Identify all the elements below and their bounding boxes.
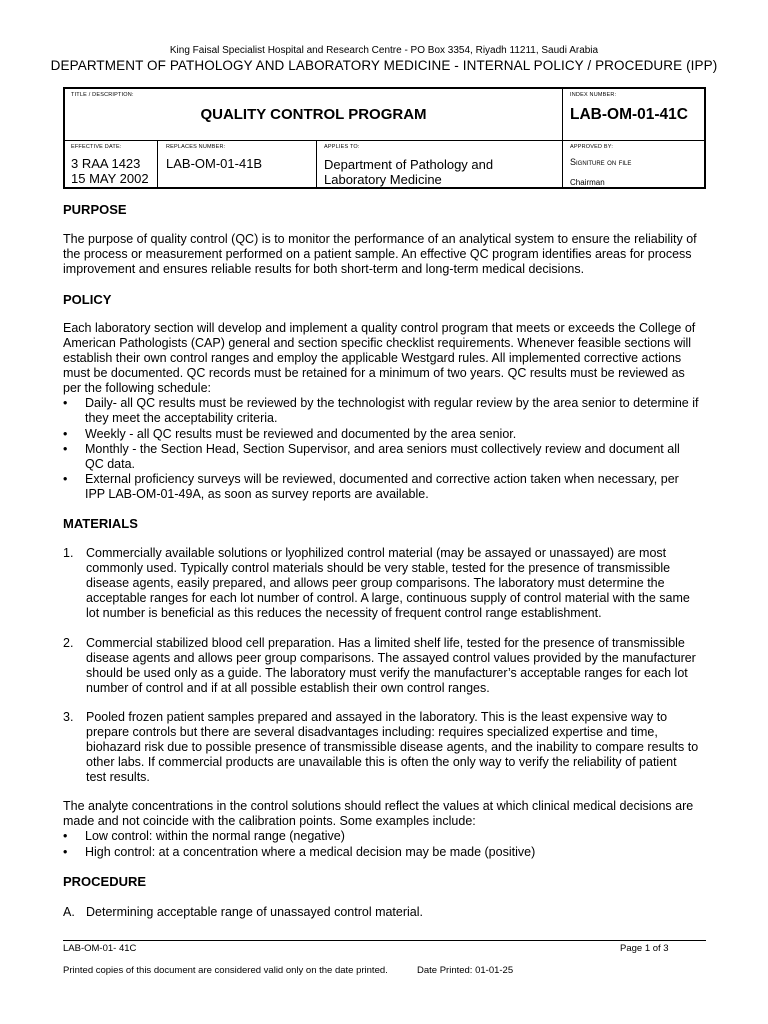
footer-page-number: Page 1 of 3 <box>620 943 669 954</box>
policy-line: Each laboratory section will develop and implement a quality control program that meets or exceeds the College of <box>63 321 696 335</box>
document-title: QUALITY CONTROL PROGRAM <box>200 106 427 123</box>
index-number: LAB-OM-01-41C <box>570 106 688 123</box>
bullet-text: they meet the acceptability criteria. <box>85 411 278 425</box>
item-line: biohazard risk due to possible presence of transmissible disease agents, and the inability to compare results to <box>86 740 699 754</box>
bullet-text: External proficiency surveys will be reviewed, documented and corrective action taken when necessary, per <box>85 472 679 486</box>
table-col-divider <box>562 89 563 187</box>
table-row-divider <box>65 140 704 141</box>
applies-to-label: APPLIES TO: <box>324 144 360 150</box>
applies-to-line2: Laboratory Medicine <box>324 172 442 187</box>
document-header-table <box>63 87 706 189</box>
effective-date-gregorian: 15 MAY 2002 <box>71 171 149 186</box>
effective-date-hijri: 3 RAA 1423 <box>71 156 141 171</box>
item-line: lot number is beneficial as this reduces the necessity of frequent control range establishment. <box>86 606 602 620</box>
title-label: TITLE / DESCRIPTION: <box>71 92 134 98</box>
materials-heading: MATERIALS <box>63 516 138 531</box>
replaces-number: LAB-OM-01-41B <box>166 156 263 171</box>
purpose-line: improvement and ensures reliable results for both short-term and long-term medical decisions. <box>63 262 585 276</box>
item-letter: A. <box>63 905 75 919</box>
policy-heading: POLICY <box>63 292 112 307</box>
footer-rule <box>63 940 706 941</box>
policy-line: American Pathologists (CAP) general and section specific checklist requirements. Whenever feasible sections will <box>63 336 692 350</box>
item-line: acceptable ranges for each lot number of control. A large, continuous supply of control material with the same <box>86 591 690 605</box>
item-line: should be used only as a guide. The laboratory must verify the manufacturer’s acceptable ranges for each lot <box>86 666 688 680</box>
item-line: test results. <box>86 770 150 784</box>
table-col-divider <box>157 140 158 187</box>
bullet-text: Low control: within the normal range (negative) <box>85 829 345 843</box>
effective-date-label: EFFECTIVE DATE: <box>71 144 122 150</box>
footer-date-printed: Date Printed: 01-01-25 <box>417 965 514 976</box>
bullet-text: Daily- all QC results must be reviewed by the technologist with regular review by the area senior to determine if <box>85 396 699 410</box>
item-line: prepare controls but there are several disadvantages including: requires specialized expertise and time, <box>86 725 658 739</box>
item-line: Determining acceptable range of unassayed control material. <box>86 905 423 919</box>
item-number: 3. <box>63 710 74 724</box>
approved-by-label: APPROVED BY: <box>570 144 614 150</box>
bullet-text: QC data. <box>85 457 136 471</box>
item-line: Pooled frozen patient samples prepared and assayed in the laboratory. This is the least expensive way to <box>86 710 668 724</box>
bullet-text: Weekly - all QC results must be reviewed and documented by the area senior. <box>85 427 517 441</box>
purpose-heading: PURPOSE <box>63 202 127 217</box>
institution-line: King Faisal Specialist Hospital and Research Centre - PO Box 3354, Riyadh 11211, Saudi Arabia <box>169 45 599 56</box>
bullet-text: High control: at a concentration where a medical decision may be made (positive) <box>85 845 536 859</box>
policy-line: must be documented. QC records must be retained for a minimum of two years. QC results must be reviewed as <box>63 366 685 380</box>
item-number: 2. <box>63 636 74 650</box>
department-line: DEPARTMENT OF PATHOLOGY AND LABORATORY MEDICINE - INTERNAL POLICY / PROCEDURE (IPP) <box>50 58 718 73</box>
purpose-line: the process or measurement performed on a patient sample. An effective QC program identifies areas for process <box>63 247 692 261</box>
item-line: other labs. If commercial products are unavailable this is often the only way to verify the reliability of patient <box>86 755 677 769</box>
bullet-icon: • <box>63 442 68 456</box>
bullet-icon: • <box>63 472 68 486</box>
procedure-heading: PROCEDURE <box>63 874 147 889</box>
approver-title: Chairman <box>570 178 605 187</box>
index-label: INDEX NUMBER: <box>570 92 617 98</box>
purpose-line: The purpose of quality control (QC) is to monitor the performance of an analytical system to ensure the reliability of <box>63 232 697 246</box>
footer-doc-id: LAB-OM-01- 41C <box>63 943 137 954</box>
bullet-icon: • <box>63 829 68 843</box>
bullet-icon: • <box>63 845 68 859</box>
policy-line: per the following schedule: <box>63 381 212 395</box>
bullet-text: IPP LAB-OM-01-49A, as soon as survey reports are available. <box>85 487 429 501</box>
item-line: disease agents and allows peer group comparisons. The assayed control values provided by the manufacturer <box>86 651 696 665</box>
analyte-line: made and not coincide with the calibration points. Some examples include: <box>63 814 476 828</box>
table-col-divider <box>316 140 317 187</box>
bullet-text: Monthly - the Section Head, Section Supervisor, and area seniors must collectively review and document all <box>85 442 680 456</box>
item-line: commonly used. Typically control materials should be very stable, tested for the presence of transmissible <box>86 561 671 575</box>
bullet-icon: • <box>63 396 68 410</box>
item-number: 1. <box>63 546 74 560</box>
replaces-label: REPLACES NUMBER: <box>166 144 226 150</box>
policy-line: establish their own control ranges and employ the applicable Westgard rules. All implemented corrective actions <box>63 351 682 365</box>
item-line: disease agents, easily prepared, and allows peer group comparisons. The laboratory must determine the <box>86 576 665 590</box>
item-line: number of control and if at all possible establish their own control ranges. <box>86 681 490 695</box>
applies-to-line1: Department of Pathology and <box>324 157 494 172</box>
item-line: Commercial stabilized blood cell preparation. Has a limited shelf life, tested for the presence of transmissible <box>86 636 685 650</box>
bullet-icon: • <box>63 427 68 441</box>
signature-note: Signiture on file <box>570 157 632 167</box>
item-line: Commercially available solutions or lyophilized control material (may be assayed or unassayed) are most <box>86 546 667 560</box>
analyte-line: The analyte concentrations in the control solutions should reflect the values at which clinical medical decisions are <box>63 799 694 813</box>
footer-print-note: Printed copies of this document are considered valid only on the date printed. <box>63 965 388 976</box>
